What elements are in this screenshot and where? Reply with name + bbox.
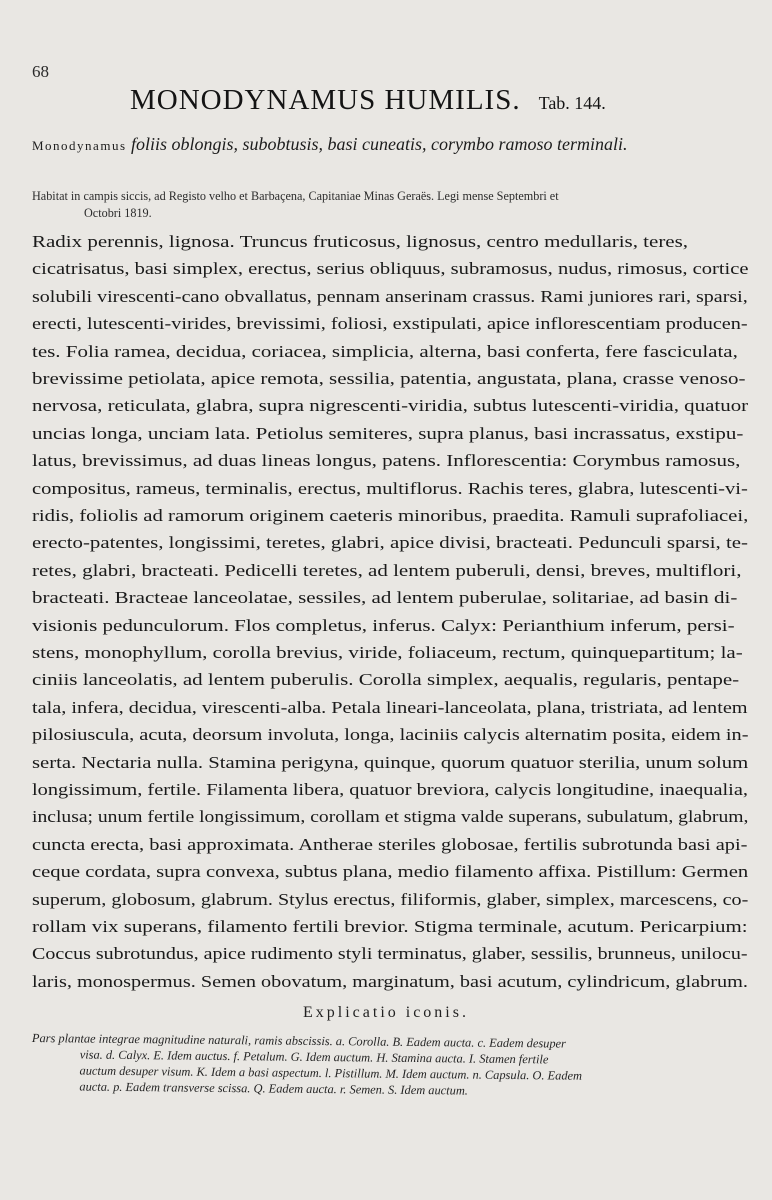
description-line: cicatrisatus, basi simplex, erectus, serius obliquus, subramosus, nudus, rimosus, cortice: [32, 259, 749, 279]
description-line: brevissime petiolata, apice remota, sessilia, patentia, angustata, plana, crasse venoso-: [32, 369, 746, 388]
description-line: superum, globosum, glabrum. Stylus erectus, filiformis, glaber, simplex, marcescens, co-: [32, 889, 749, 909]
description-line: retes, glabri, bracteati. Pedicelli teretes, ad lentem puberuli, densi, breves, multiflori,: [32, 560, 742, 580]
description-line: inclusa; unum fertile longissimum, corollam et stigma valde superans, subulatum, glabrum,: [32, 807, 749, 827]
description-line: stens, monophyllum, corolla brevius, viride, foliaceum, rectum, quinquepartitum; la-: [32, 643, 743, 662]
description-line: ciniis lanceolatis, ad lentem puberulis. Corolla simplex, aequalis, regularis, pentape-: [32, 670, 740, 690]
habitat-paragraph: [32, 188, 754, 222]
description-line: cuncta erecta, basi approximata. Antherae steriles globosae, fertilis subrotunda basi api-: [32, 834, 748, 854]
description-line: bracteati. Bracteae lanceolatae, sessiles, ad lentem puberulae, solitariae, ad basin di-: [32, 588, 738, 608]
plate-reference: Tab. 144.: [538, 93, 606, 113]
description-line: longissimum, fertile. Filamenta libera, quatuor breviora, calycis longitudine, inaequalia,: [32, 780, 748, 799]
description-line: latus, brevissimus, ad duas lineas longus, patens. Inflorescentia: Corymbus ramosus,: [32, 451, 741, 471]
habitat-line: Octobri 1819.: [84, 206, 152, 220]
description-line: Coccus subrotundus, apice rudimento styli terminatus, glaber, sessilis, brunneus, unilocu-: [32, 944, 748, 964]
description-line: tes. Folia ramea, decidua, coriacea, simplicia, alterna, basi conferta, fere fasciculata,: [32, 341, 738, 361]
explicatio-line: auctum desuper visum. K. Idem a basi aspectum. l. Pistillum. M. Idem auctum. n. Capsula. O. Eadem: [79, 1063, 583, 1083]
description-line: compositus, rameus, terminalis, erectus, multiflorus. Rachis teres, glabra, lutescenti-vi-: [32, 478, 748, 498]
species-diagnosis: [32, 134, 752, 155]
description-line: laris, monospermus. Semen obovatum, marginatum, basi acutum, cylindricum, glabrum.: [32, 971, 748, 991]
description-line: rollam vix superans, filamento fertili brevior. Stigma terminale, acutum. Pericarpium:: [32, 917, 748, 936]
habitat-line: Habitat in campis siccis, ad Registo velho et Barbaçena, Capitaniae Minas Geraës. Legi mense Septembri et: [32, 189, 559, 203]
description-line: tala, infera, decidua, virescenti-alba. Petala lineari-lanceolata, plana, tristriata, ad lentem: [32, 697, 748, 717]
species-name: MONODYNAMUS HUMILIS.: [130, 84, 521, 116]
description-line: serta. Nectaria nulla. Stamina perigyna, quinque, quorum quatuor sterilia, unum solum: [32, 752, 749, 772]
description-line: ridis, foliolis ad ramorum originem caeteris minoribus, praedita. Ramuli suprafoliacei,: [32, 506, 749, 525]
description-line: nervosa, reticulata, glabra, supra nigrescenti-viridia, subtus lutescenti-viridia, quatuor: [32, 396, 749, 416]
explicatio-heading: Explicatio iconis.: [303, 1004, 469, 1021]
description-line: Radix perennis, lignosa. Truncus fruticosus, lignosus, centro medullaris, teres,: [32, 232, 689, 251]
description-line: ceque cordata, supra convexa, subtus plana, medio filamento affixa. Pistillum: Germen: [32, 862, 749, 882]
explicatio-line: Pars plantae integrae magnitudine naturali, ramis abscissis. a. Corolla. B. Eadem aucta. c. Eadem desuper: [31, 1031, 566, 1051]
explicatio-line: aucta. p. Eadem transverse scissa. Q. Eadem aucta. r. Semen. S. Idem auctum.: [79, 1079, 468, 1098]
description-line: pilosiuscula, acuta, deorsum involuta, longa, laciniis calycis alternatim posita, eidem in-: [32, 725, 749, 745]
explicatio-line: visa. d. Calyx. E. Idem auctus. f. Petalum. G. Idem auctum. H. Stamina aucta. I. Stamen fertile: [79, 1047, 549, 1067]
description-line: erecto-patentes, longissimi, teretes, glabri, apice divisi, bracteati. Pedunculi sparsi, te-: [32, 533, 748, 553]
explicatio-paragraph: [31, 1030, 756, 1102]
page-number: 68: [32, 62, 49, 81]
diagnosis-text: foliis oblongis, subobtusis, basi cuneatis, corymbo ramoso terminali.: [131, 134, 628, 154]
description-line: uncias longa, unciam lata. Petiolus semiteres, supra planus, basi incrassatus, exstipu-: [32, 423, 744, 443]
description-line: solubili virescenti-cano obvallatus, pennam anserinam crassus. Rami juniores rari, sparsi,: [32, 286, 748, 306]
page-title: [130, 84, 606, 117]
diagnosis-genus: Monodynamus: [32, 138, 127, 153]
description-line: visionis pedunculorum. Flos completus, inferus. Calyx: Perianthium inferum, persi-: [32, 615, 735, 635]
description-line: erecti, lutescenti-virides, brevissimi, foliosi, exstipulati, apice inflorescentiam producen-: [32, 314, 748, 334]
